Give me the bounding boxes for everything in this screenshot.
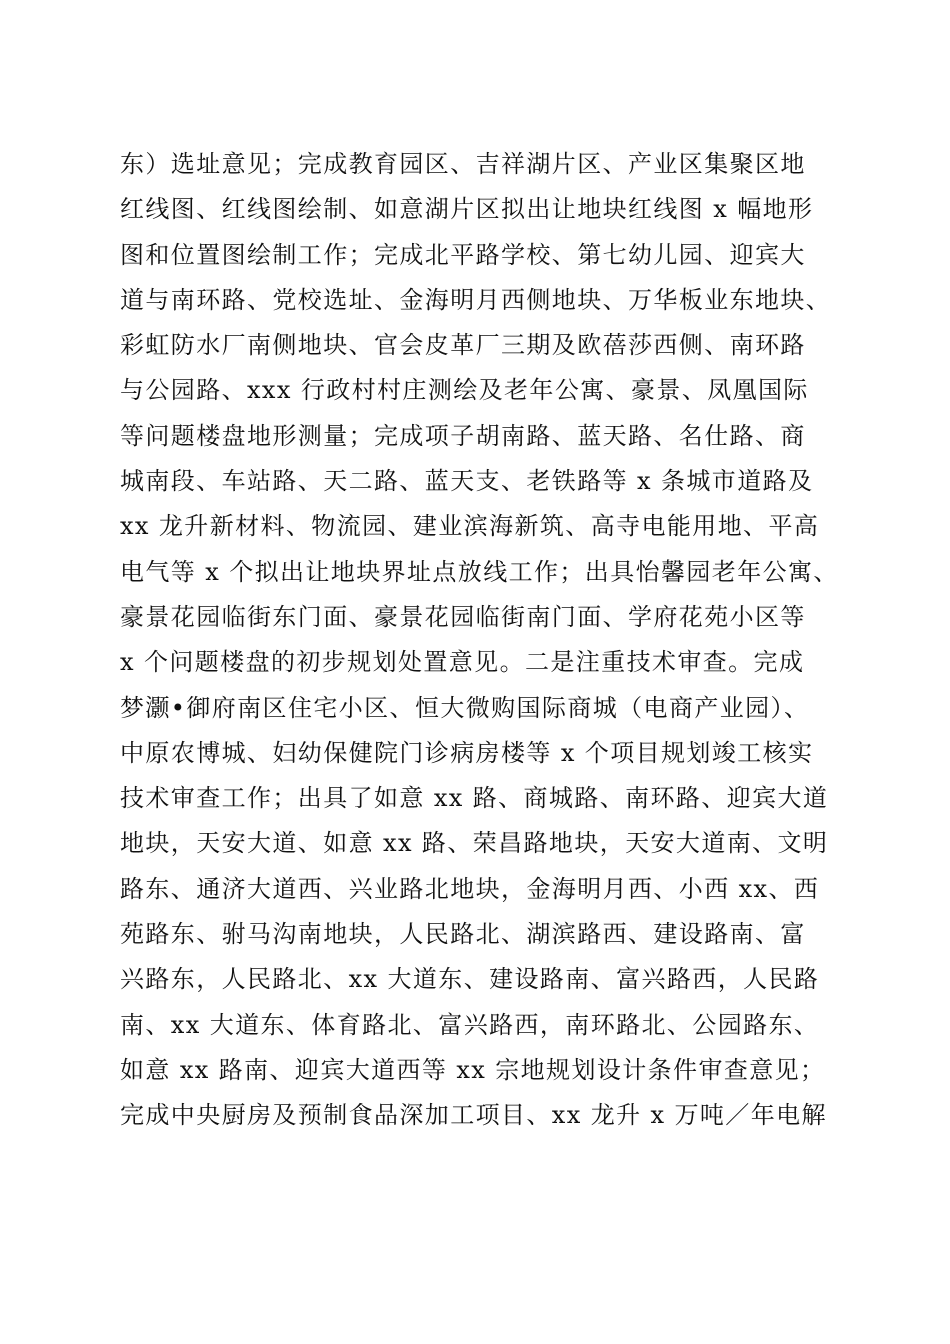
- text-line-21: 如意 xx 路南、迎宾大道西等 xx 宗地规划设计条件审查意见；: [120, 1055, 826, 1084]
- text-line-20: 南、xx 大道东、体育路北、富兴路西，南环路北、公园路东、: [120, 1010, 820, 1039]
- text-line-9: xx 龙升新材料、物流园、建业滨海新筑、高寺电能用地、平高: [120, 512, 820, 541]
- text-line-15: 技术审查工作；出具了如意 xx 路、商城路、南环路、迎宾大道: [120, 784, 829, 813]
- text-line-13: 梦灏•御府南区住宅小区、恒大微购国际商城（电商产业园）、: [120, 693, 810, 722]
- text-line-8: 城南段、车站路、天二路、蓝天支、老铁路等 x 条城市道路及: [120, 467, 814, 496]
- text-line-3: 图和位置图绘制工作；完成北平路学校、第七幼儿园、迎宾大: [120, 240, 806, 269]
- text-line-10: 电气等 x 个拟出让地块界址点放线工作；出具怡馨园老年公寓、: [120, 557, 839, 586]
- body-text: [120, 142, 839, 1139]
- text-line-11: 豪景花园临街东门面、豪景花园临街南门面、学府花苑小区等: [120, 602, 806, 631]
- text-line-14: 中原农博城、妇幼保健院门诊病房楼等 x 个项目规划竣工核实: [120, 738, 814, 767]
- text-line-22: 完成中央厨房及预制食品深加工项目、xx 龙升 x 万吨／年电解: [120, 1101, 827, 1130]
- text-line-7: 等问题楼盘地形测量；完成项子胡南路、蓝天路、名仕路、商: [120, 421, 806, 450]
- text-line-4: 道与南环路、党校选址、金海明月西侧地块、万华板业东地块、: [120, 285, 832, 314]
- text-line-16: 地块，天安大道、如意 xx 路、荣昌路地块，天安大道南、文明: [120, 829, 829, 858]
- text-line-19: 兴路东，人民路北、xx 大道东、建设路南、富兴路西，人民路: [120, 965, 820, 994]
- text-line-2: 红线图、红线图绘制、如意湖片区拟出让地块红线图 x 幅地形: [120, 195, 814, 224]
- text-line-1: 东）选址意见；完成教育园区、吉祥湖片区、产业区集聚区地: [120, 150, 806, 178]
- text-line-18: 苑路东、驸马沟南地块，人民路北、湖滨路西、建设路南、富: [120, 920, 806, 949]
- text-line-6: 与公园路、xxx 行政村村庄测绘及老年公寓、豪景、凤凰国际: [120, 376, 809, 405]
- text-line-17: 路东、通济大道西、兴业路北地块，金海明月西、小西 xx、西: [120, 874, 820, 903]
- text-line-12: x 个问题楼盘的初步规划处置意见。二是注重技术审查。完成: [120, 648, 805, 677]
- text-line-5: 彩虹防水厂南侧地块、官会皮革厂三期及欧蓓莎西侧、南环路: [120, 331, 806, 360]
